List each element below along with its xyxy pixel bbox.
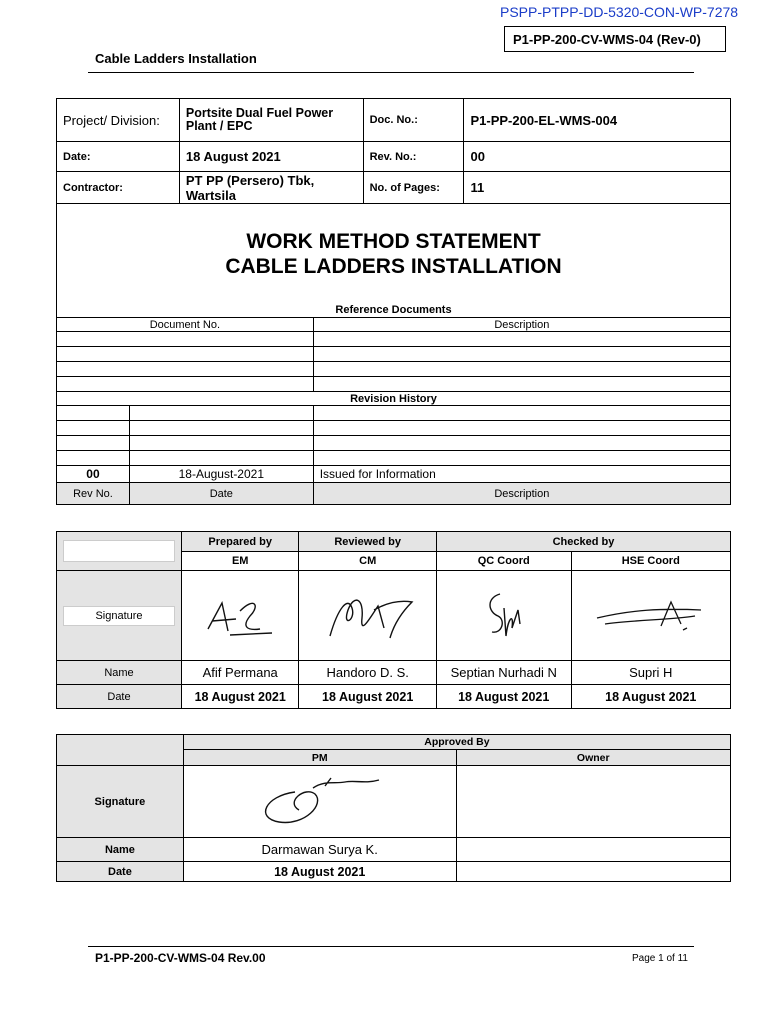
name-hse: Supri H <box>571 661 730 685</box>
docno-value: P1-PP-200-EL-WMS-004 <box>464 99 731 142</box>
date-owner <box>456 862 730 882</box>
name-cm: Handoro D. S. <box>299 661 436 685</box>
pages-value: 11 <box>464 172 731 204</box>
signature-pm-image <box>255 774 385 830</box>
signature-owner <box>456 766 730 838</box>
approved-by-label: Approved By <box>183 735 730 750</box>
revision-row <box>57 466 731 483</box>
approval-date-label: Date <box>57 862 184 882</box>
revision-row <box>57 421 731 436</box>
approved-corner <box>57 735 184 766</box>
name-pm: Darmawan Surya K. <box>183 838 456 862</box>
footer-divider <box>88 946 694 947</box>
project-info-table <box>56 98 731 505</box>
name-owner <box>456 838 730 862</box>
signature-hse-image <box>591 596 711 636</box>
approved-by-table <box>56 734 731 882</box>
revision-desc: Issued for Information <box>313 466 730 483</box>
name-em: Afif Permana <box>182 661 299 685</box>
role-qc: QC Coord <box>436 552 571 571</box>
reference-row <box>57 332 731 347</box>
date-hse: 18 August 2021 <box>571 685 730 709</box>
revision-col-desc: Description <box>313 483 730 505</box>
role-cm: CM <box>299 552 436 571</box>
revision-heading: Revision History <box>57 392 731 406</box>
signature-pm <box>183 766 456 838</box>
approval-corner <box>57 532 182 571</box>
signature-cm-image <box>318 588 418 644</box>
date-value: 18 August 2021 <box>179 142 363 172</box>
role-owner: Owner <box>456 750 730 766</box>
reference-row <box>57 377 731 392</box>
revision-date: 18-August-2021 <box>129 466 313 483</box>
date-qc: 18 August 2021 <box>436 685 571 709</box>
signature-label: Signature <box>63 606 175 626</box>
revision-row <box>57 406 731 421</box>
prepared-by-label: Prepared by <box>182 532 299 552</box>
name-label: Name <box>57 661 182 685</box>
revision-row <box>57 436 731 451</box>
revision-rev: 00 <box>57 466 130 483</box>
reference-row <box>57 347 731 362</box>
statement-cell <box>57 204 731 304</box>
document-revision: P1-PP-200-CV-WMS-04 (Rev-0) <box>513 31 701 47</box>
header-divider <box>88 72 694 73</box>
document-code-link[interactable]: PSPP-PTPP-DD-5320-CON-WP-7278 <box>500 4 739 20</box>
contractor-value: PT PP (Persero) Tbk, Wartsila <box>179 172 363 204</box>
header-title: Cable Ladders Installation <box>95 51 257 66</box>
document-revision-box <box>504 26 726 52</box>
revision-col-rev: Rev No. <box>57 483 130 505</box>
revno-label: Rev. No.: <box>363 142 464 172</box>
pages-label: No. of Pages: <box>363 172 464 204</box>
footer-page: Page 1 of 11 <box>632 953 688 964</box>
signature-em <box>182 571 299 661</box>
date-em: 18 August 2021 <box>182 685 299 709</box>
approval-table <box>56 531 731 709</box>
reference-row <box>57 362 731 377</box>
approval-name-label: Name <box>57 838 184 862</box>
docno-label: Doc. No.: <box>363 99 464 142</box>
contractor-label: Contractor: <box>57 172 180 204</box>
revision-row <box>57 451 731 466</box>
signature-cm <box>299 571 436 661</box>
reference-col-docno: Document No. <box>57 318 314 332</box>
project-value: Portsite Dual Fuel Power Plant / EPC <box>179 99 363 142</box>
revno-value: 00 <box>464 142 731 172</box>
date-cm: 18 August 2021 <box>299 685 436 709</box>
reference-col-desc: Description <box>313 318 730 332</box>
signature-qc <box>436 571 571 661</box>
statement-title-line2: CABLE LADDERS INSTALLATION <box>225 254 562 278</box>
date-pm: 18 August 2021 <box>183 862 456 882</box>
date-label: Date: <box>57 142 180 172</box>
approval-signature-label: Signature <box>57 766 184 838</box>
signature-hse <box>571 571 730 661</box>
signature-em-image <box>200 591 280 641</box>
reference-heading: Reference Documents <box>57 304 731 318</box>
footer-doc: P1-PP-200-CV-WMS-04 Rev.00 <box>95 951 266 965</box>
role-hse: HSE Coord <box>571 552 730 571</box>
signature-qc-image <box>474 588 534 644</box>
name-qc: Septian Nurhadi N <box>436 661 571 685</box>
date-row-label: Date <box>57 685 182 709</box>
signature-label-cell <box>57 571 182 661</box>
statement-title-line1: WORK METHOD STATEMENT <box>246 229 541 253</box>
reviewed-by-label: Reviewed by <box>299 532 436 552</box>
role-pm: PM <box>183 750 456 766</box>
checked-by-label: Checked by <box>436 532 730 552</box>
role-em: EM <box>182 552 299 571</box>
revision-col-date: Date <box>129 483 313 505</box>
project-label: Project/ Division: <box>57 99 180 142</box>
